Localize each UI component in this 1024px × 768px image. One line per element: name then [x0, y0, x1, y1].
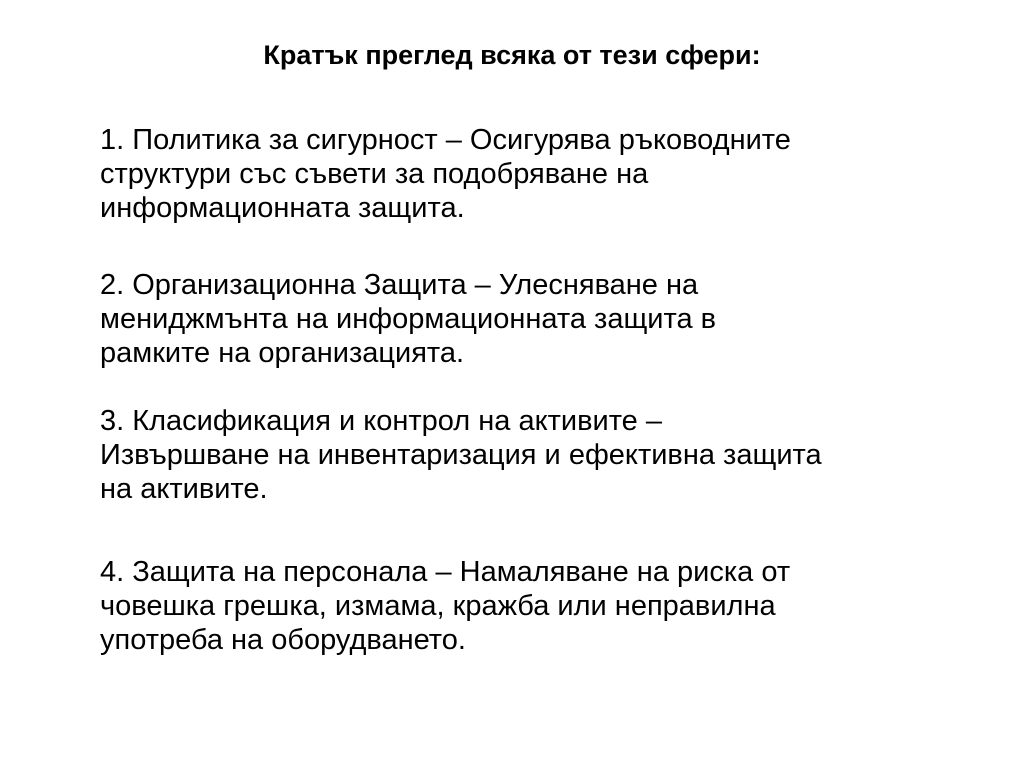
list-item-line: Извършване на инвентаризация и ефективна защита: [100, 439, 822, 471]
list-item-asset-classification: [100, 404, 980, 506]
list-item-line: 4. Защита на персонала – Намаляване на риска от: [100, 556, 791, 588]
list-item-line: употреба на оборудването.: [100, 624, 466, 656]
list-item-organizational-security: [100, 268, 980, 370]
list-item-line: мениджмънта на информационната защита в: [100, 303, 717, 335]
list-item-personnel-security: [100, 555, 980, 657]
list-item-line: 3. Класификация и контрол на активите –: [100, 405, 662, 437]
list-item-line: на активите.: [100, 473, 268, 505]
list-item-line: 1. Политика за сигурност – Осигурява ръководните: [100, 124, 791, 156]
list-item-line: 2. Организационна Защита – Улесняване на: [100, 269, 699, 301]
list-item-line: човешка грешка, измама, кражба или неправилна: [100, 590, 776, 622]
list-item-line: информационната защита.: [100, 192, 465, 224]
slide-title: Кратък преглед всяка от тези сфери:: [263, 40, 761, 70]
list-item-line: рамките на организацията.: [100, 337, 465, 369]
list-item-policy: [100, 123, 980, 225]
list-item-line: структури със съвети за подобряване на: [100, 158, 649, 190]
